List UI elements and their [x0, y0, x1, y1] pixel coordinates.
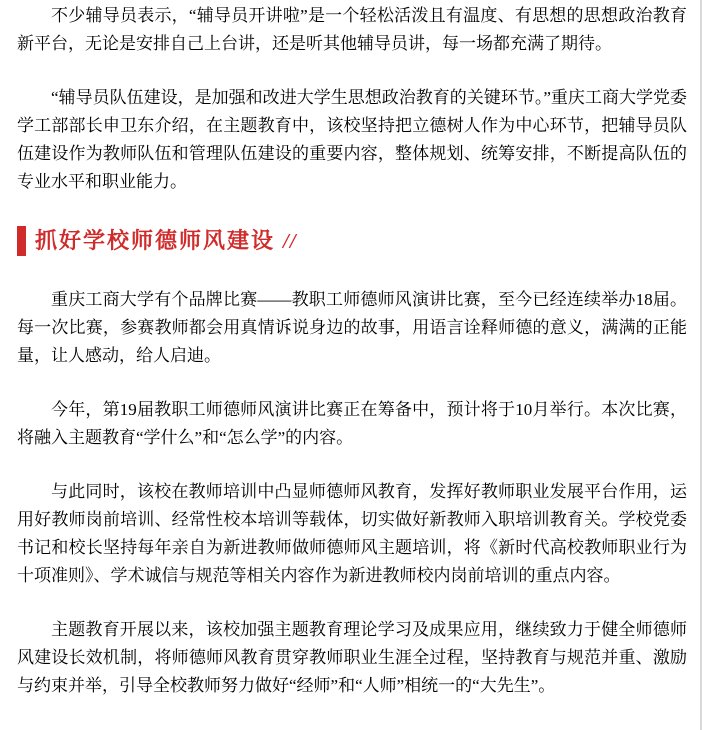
- paragraph-counselor-feedback: 不少辅导员表示，“辅导员开讲啦”是一个轻松活泼且有温度、有思想的思想政治教育新平台，无论是安排自己上台讲，还是听其他辅导员讲，每一场都充满了期待。: [17, 6, 687, 53]
- paragraph-long-term-mechanism: 主题教育开展以来，该校加强主题教育理论学习及成果应用，继续致力于健全师德师风建设长效机制，将师德师风教育贯穿教师职业生涯全过程，坚持教育与规范并重、激励与约束并举，引导全校教师努力做好“经师”和“人师”相统一的“大先生”。: [17, 620, 687, 695]
- section-heading-text: 抓好学校师德师风建设: [35, 228, 276, 253]
- paragraph-19th-contest: 今年，第19届教职工师德师风演讲比赛正在筹备中，预计将于10月举行。本次比赛，将融入主题教育“学什么”和“怎么学”的内容。: [17, 400, 687, 447]
- paragraph-speech-contest: 重庆工商大学有个品牌比赛——教职工师德师风演讲比赛，至今已经连续举办18届。每一次比赛，参赛教师都会用真情诉说身边的故事，用语言诠释师德的意义，满满的正能量，让人感动，给人启迪。: [17, 290, 687, 365]
- paragraph-counselor-team-building: “辅导员队伍建设，是加强和改进大学生思想政治教育的关键环节。”重庆工商大学党委学工部部长申卫东介绍，在主题教育中，该校坚持把立德树人作为中心环节，把辅导员队伍建设作为教师队伍和管理队伍建设的重要内容，整体规划、统筹安排，不断提高队伍的专业水平和职业能力。: [17, 88, 687, 191]
- heading-accent-bar: [17, 226, 26, 256]
- section-heading: [17, 226, 687, 256]
- paragraph-teacher-training: 与此同时，该校在教师培训中凸显师德师风教育，发挥好教师职业发展平台作用，运用好教师岗前培训、经常性校本培训等载体，切实做好新教师入职培训教育关。学校党委书记和校长坚持每年亲自为新进教师做师德师风主题培训，将《新时代高校教师职业行为十项准则》、学术诚信与规范等相关内容作为新进教师校内岗前培训的重点内容。: [17, 482, 687, 585]
- heading-slashes-decoration: //: [283, 228, 297, 253]
